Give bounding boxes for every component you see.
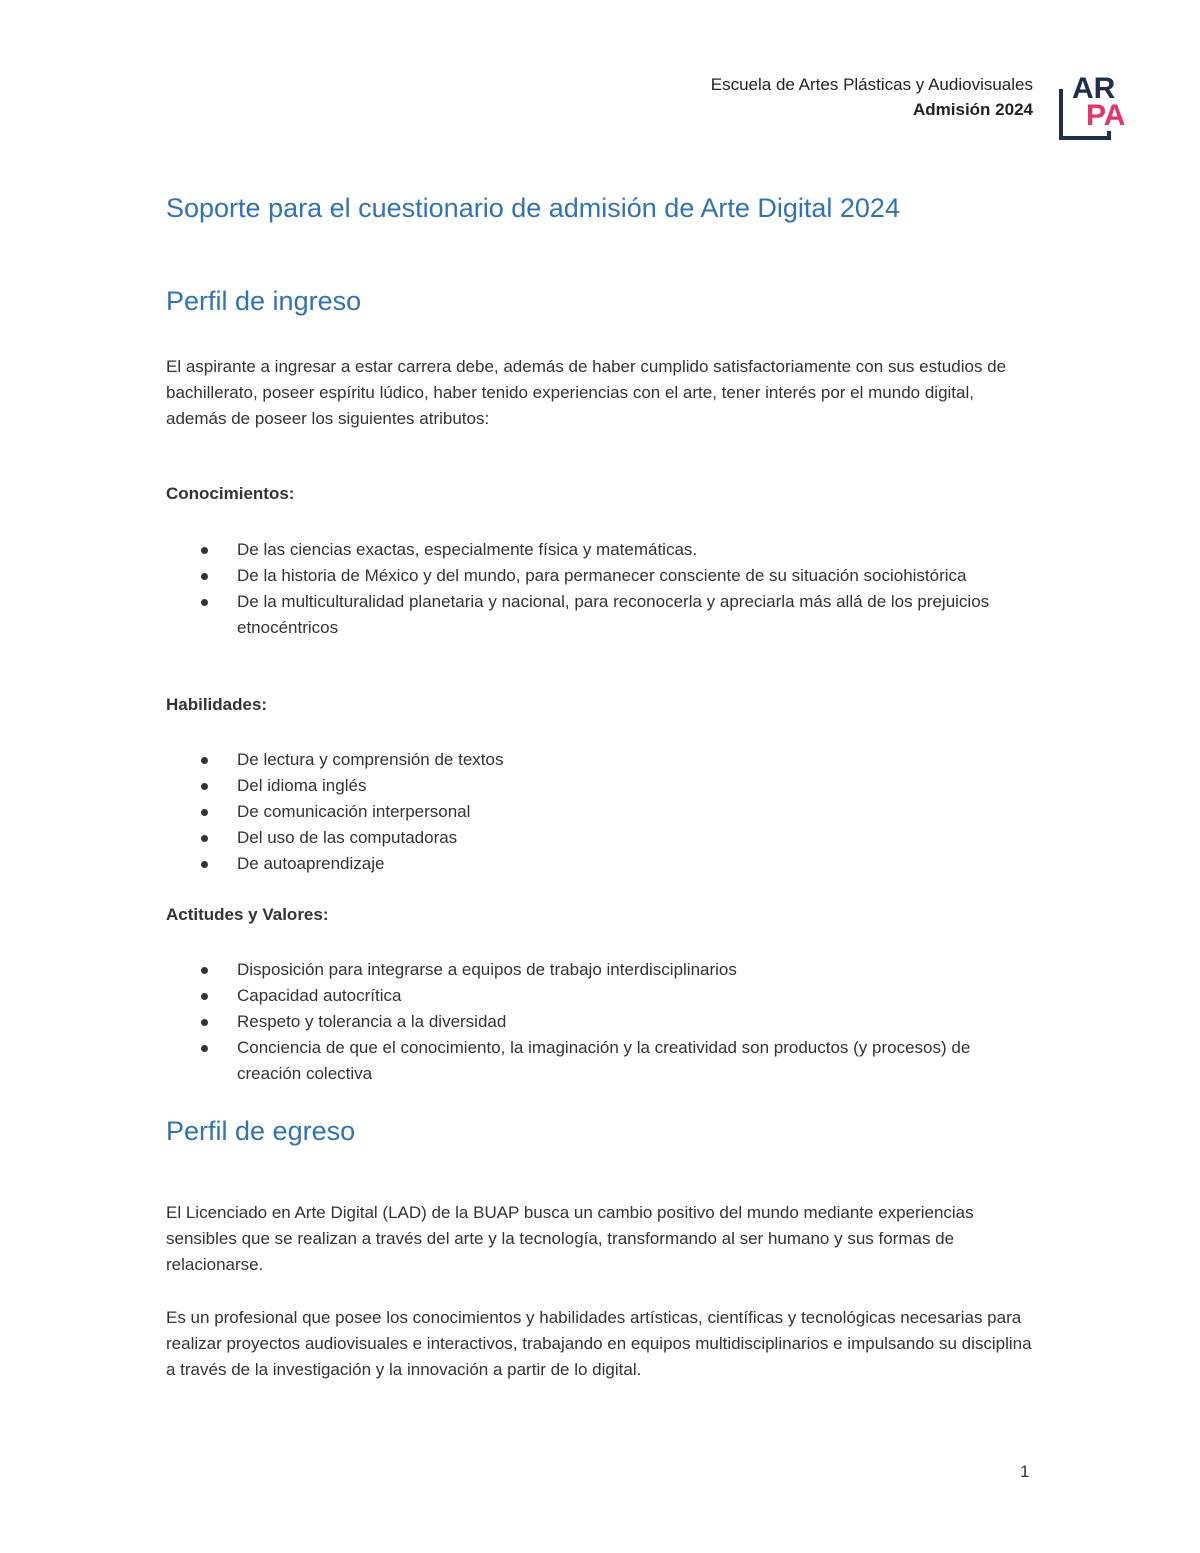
list-item: Respeto y tolerancia a la diversidad bbox=[166, 1009, 1036, 1035]
ingreso-intro: El aspirante a ingresar a estar carrera debe, además de haber cumplido satisfactoriamente con sus estudios de bachillerato, poseer espíritu lúdico, haber tenido experiencias con el arte, tener interés por el mundo digital, además de poseer los siguientes atributos: bbox=[166, 357, 1007, 428]
heading-perfil-ingreso: Perfil de ingreso bbox=[166, 286, 362, 316]
actitudes-list bbox=[166, 957, 1036, 1087]
admission-year: Admisión 2024 bbox=[913, 100, 1033, 119]
bullet-icon bbox=[201, 809, 208, 816]
document-title: Soporte para el cuestionario de admisión de Arte Digital 2024 bbox=[166, 193, 900, 223]
list-item: Conciencia de que el conocimiento, la imaginación y la creatividad son productos (y procesos) de creación colectiva bbox=[166, 1035, 1036, 1087]
list-item: Capacidad autocrítica bbox=[166, 983, 1036, 1009]
bullet-icon bbox=[201, 547, 208, 554]
egreso-paragraph-2: Es un profesional que posee los conocimientos y habilidades artísticas, científicas y tecnológicas necesarias para realizar proyectos audiovisuales e interactivos, trabajando en equipos multidisciplinarios e impulsando su disciplina a través de la investigación y la innovación a partir de lo digital. bbox=[166, 1308, 1032, 1379]
list-item: De la historia de México y del mundo, para permanecer consciente de su situación sociohistórica bbox=[166, 563, 1036, 589]
arpa-logo bbox=[1058, 69, 1126, 141]
actitudes-label: Actitudes y Valores: bbox=[166, 905, 329, 924]
bullet-icon bbox=[201, 1019, 208, 1026]
list-item: De comunicación interpersonal bbox=[166, 799, 1036, 825]
list-item: Del uso de las computadoras bbox=[166, 825, 1036, 851]
egreso-paragraph-1: El Licenciado en Arte Digital (LAD) de la BUAP busca un cambio positivo del mundo mediante experiencias sensibles que se realizan a través del arte y la tecnología, transformando al ser humano y sus formas de relacionarse. bbox=[166, 1203, 974, 1274]
bullet-icon bbox=[201, 573, 208, 580]
bullet-icon bbox=[201, 599, 208, 606]
heading-perfil-egreso: Perfil de egreso bbox=[166, 1116, 356, 1146]
habilidades-label: Habilidades: bbox=[166, 695, 268, 714]
list-item: Disposición para integrarse a equipos de trabajo interdisciplinarios bbox=[166, 957, 1036, 983]
habilidades-list bbox=[166, 747, 1036, 877]
list-item: De la multiculturalidad planetaria y nacional, para reconocerla y apreciarla más allá de los prejuicios etnocéntricos bbox=[166, 589, 1036, 641]
svg-text:AR: AR bbox=[1072, 72, 1116, 105]
page-number: 1 bbox=[1020, 1462, 1030, 1481]
list-item: De lectura y comprensión de textos bbox=[166, 747, 1036, 773]
conocimientos-list bbox=[166, 537, 1036, 641]
bullet-icon bbox=[201, 835, 208, 842]
conocimientos-label: Conocimientos: bbox=[166, 484, 295, 503]
list-item: De las ciencias exactas, especialmente física y matemáticas. bbox=[166, 537, 1036, 563]
svg-text:PA: PA bbox=[1086, 99, 1126, 132]
bullet-icon bbox=[201, 967, 208, 974]
page-header bbox=[711, 72, 1033, 122]
bullet-icon bbox=[201, 783, 208, 790]
list-item: De autoaprendizaje bbox=[166, 851, 1036, 877]
list-item: Del idioma inglés bbox=[166, 773, 1036, 799]
bullet-icon bbox=[201, 993, 208, 1000]
school-name: Escuela de Artes Plásticas y Audiovisuales bbox=[710, 75, 1033, 94]
bullet-icon bbox=[201, 861, 208, 868]
bullet-icon bbox=[201, 757, 208, 764]
bullet-icon bbox=[201, 1045, 208, 1052]
